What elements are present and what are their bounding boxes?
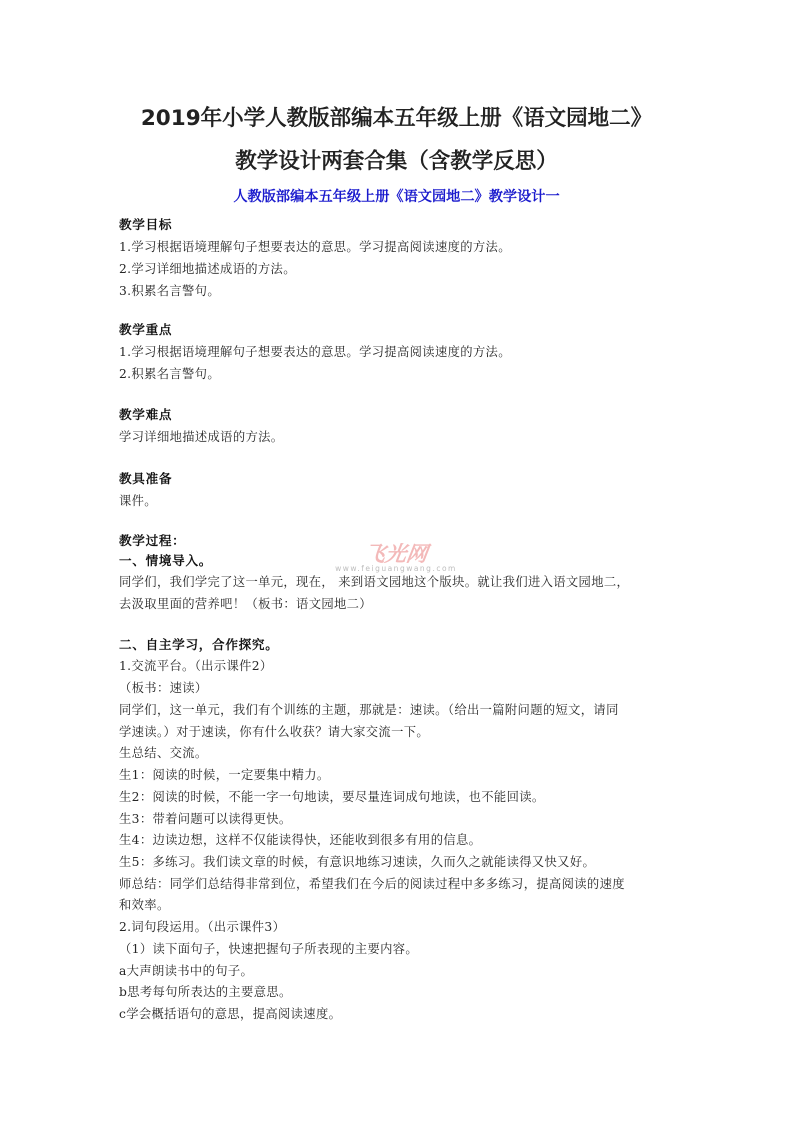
body-line: 去汲取里面的营养吧！（板书：语文园地二） xyxy=(119,597,372,611)
watermark-url: www.feiguangwang.com xyxy=(335,564,457,573)
body-line: b思考每句所表达的主要意思。 xyxy=(119,985,292,999)
section-heading: 教学目标 xyxy=(119,217,173,232)
body-line: a大声朗读书中的句子。 xyxy=(119,964,254,978)
body-line: 和效率。 xyxy=(119,898,170,912)
section-heading: 一、情境导入。 xyxy=(119,553,213,568)
watermark xyxy=(326,538,466,578)
body-line: 生2：阅读的时候，不能一字一句地读，要尽量连词成句地读，也不能回读。 xyxy=(119,790,545,804)
body-line: c学会概括语句的意思，提高阅读速度。 xyxy=(119,1007,342,1021)
section-heading: 教学过程： xyxy=(119,533,186,548)
body-line: 生4：边读边想，这样不仅能读得快，还能收到很多有用的信息。 xyxy=(119,833,482,847)
section-heading: 教具准备 xyxy=(119,471,173,486)
body-line: 学速读。）对于速读，你有什么收获？请大家交流一下。 xyxy=(119,725,430,739)
section-heading: 二、自主学习，合作探究。 xyxy=(119,637,279,652)
watermark-logo: 飞光网 xyxy=(362,542,430,566)
body-line: 生3：带着问题可以读得更快。 xyxy=(119,812,292,826)
body-line: 生总结、交流。 xyxy=(119,746,208,760)
document-subtitle: 人教版部编本五年级上册《语文园地二》教学设计一 xyxy=(233,189,560,205)
body-line: 生1：阅读的时候，一定要集中精力。 xyxy=(119,768,330,782)
body-line: 2.积累名言警句。 xyxy=(119,367,220,381)
section-heading: 教学难点 xyxy=(119,407,173,422)
body-line: 生5：多练习。我们读文章的时候，有意识地练习速读，久而久之就能读得又快又好。 xyxy=(119,855,596,869)
body-line: （板书：速读） xyxy=(119,681,208,695)
body-line: 3.积累名言警句。 xyxy=(119,284,220,298)
section-heading: 教学重点 xyxy=(119,322,173,337)
body-line: 同学们，这一单元，我们有个训练的主题，那就是：速读。（给出一篇附问题的短文，请同 xyxy=(119,703,619,717)
body-line: 课件。 xyxy=(119,494,157,508)
body-line: 1.学习根据语境理解句子想要表达的意思。学习提高阅读速度的方法。 xyxy=(119,240,511,254)
document-title-line-2: 教学设计两套合集（含教学反思） xyxy=(235,149,558,174)
body-line: 学习详细地描述成语的方法。 xyxy=(119,430,284,444)
body-line: （1）读下面句子，快速把握句子所表现的主要内容。 xyxy=(119,942,419,956)
body-line: 2.词句段运用。（出示课件3） xyxy=(119,920,286,934)
body-line: 师总结：同学们总结得非常到位，希望我们在今后的阅读过程中多多练习，提高阅读的速度 xyxy=(119,877,625,891)
document-title-line-1: 2019年小学人教版部编本五年级上册《语文园地二》 xyxy=(140,106,653,131)
body-line: 1.学习根据语境理解句子想要表达的意思。学习提高阅读速度的方法。 xyxy=(119,345,511,359)
body-line: 同学们，我们学完了这一单元，现在， 来到语文园地这个版块。就让我们进入语文园地二， xyxy=(119,575,630,589)
body-line: 1.交流平台。（出示课件2） xyxy=(119,659,273,673)
body-line: 2.学习详细地描述成语的方法。 xyxy=(119,262,296,276)
